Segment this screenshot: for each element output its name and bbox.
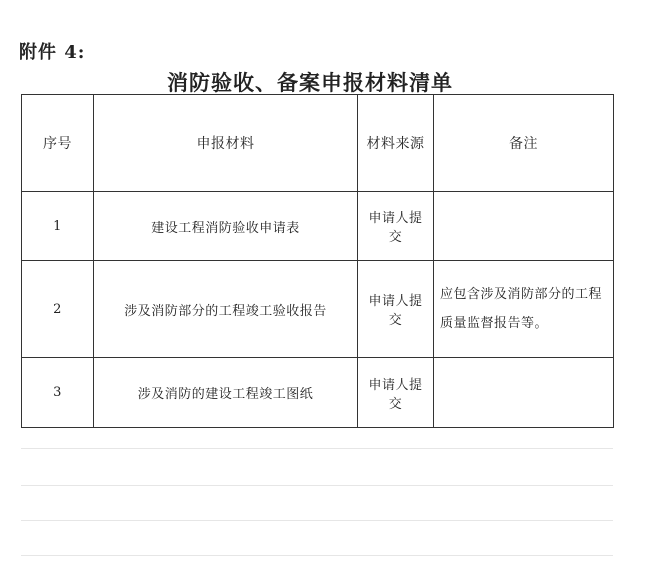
row-source: 申请人提交 — [358, 261, 434, 358]
attachment-label: 附件 4: — [19, 42, 86, 63]
row-note — [434, 358, 614, 428]
bleed-through-line — [21, 520, 613, 521]
header-note: 备注 — [434, 95, 614, 192]
page-title: 消防验收、备案申报材料清单 — [167, 70, 453, 95]
table-row — [22, 358, 614, 428]
row-note: 应包含涉及消防部分的工程质量监督报告等。 — [434, 261, 614, 358]
header-source: 材料来源 — [358, 95, 434, 192]
row-source: 申请人提交 — [358, 192, 434, 261]
row-note — [434, 192, 614, 261]
bleed-through-line — [21, 555, 613, 556]
header-material: 申报材料 — [94, 95, 358, 192]
bleed-through-line — [21, 448, 613, 449]
header-seq: 序号 — [22, 95, 94, 192]
row-source: 申请人提交 — [358, 358, 434, 428]
row-material: 涉及消防部分的工程竣工验收报告 — [94, 261, 358, 358]
table-header-row — [22, 95, 614, 192]
materials-table — [21, 94, 614, 428]
row-material: 涉及消防的建设工程竣工图纸 — [94, 358, 358, 428]
row-seq: 2 — [22, 261, 94, 358]
table-row — [22, 261, 614, 358]
row-seq: 1 — [22, 192, 94, 261]
row-seq: 3 — [22, 358, 94, 428]
bleed-through-line — [21, 485, 613, 486]
table-row — [22, 192, 614, 261]
row-material: 建设工程消防验收申请表 — [94, 192, 358, 261]
